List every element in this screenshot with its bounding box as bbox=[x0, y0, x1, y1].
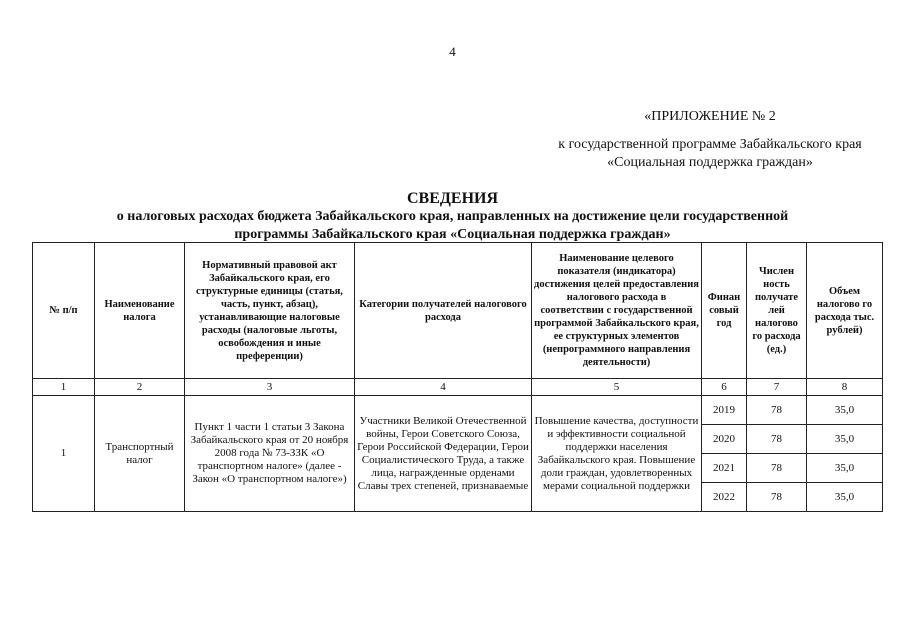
header-expenditure-volume: Объем налогово го расхода тыс. рублей) bbox=[807, 243, 883, 379]
column-number: 8 bbox=[807, 379, 883, 396]
row-expenditure-volume: 35,0 bbox=[807, 425, 883, 454]
header-tax-name: Наименование налога bbox=[95, 243, 185, 379]
tax-expenditure-table bbox=[32, 242, 883, 512]
header-recipient-count: Числен ность получате лей налогово го расхода (ед.) bbox=[747, 243, 807, 379]
header-legal-act: Нормативный правовой акт Забайкальского края, его структурные единицы (статья, часть, пункт, абзац), устанавливающие налоговые расходы (налоговые льготы, освобождения и иные преференции) bbox=[185, 243, 355, 379]
column-number: 3 bbox=[185, 379, 355, 396]
appendix-line-1: к государственной программе Забайкальского края bbox=[558, 137, 862, 152]
row-expenditure-volume: 35,0 bbox=[807, 396, 883, 425]
column-number: 5 bbox=[532, 379, 702, 396]
column-number: 7 bbox=[747, 379, 807, 396]
column-number: 2 bbox=[95, 379, 185, 396]
header-recipient-category: Категории получателей налогового расхода bbox=[355, 243, 532, 379]
document-subtitle-1: о налоговых расходах бюджета Забайкальского края, направленных на достижение цели государственной bbox=[116, 209, 789, 224]
row-tax-name: Транспортный налог bbox=[95, 396, 185, 512]
header-number: № п/п bbox=[33, 243, 95, 379]
row-recipient-count: 78 bbox=[747, 396, 807, 425]
appendix-block bbox=[500, 108, 905, 172]
row-year: 2020 bbox=[702, 425, 747, 454]
row-recipient-count: 78 bbox=[747, 454, 807, 483]
row-year: 2019 bbox=[702, 396, 747, 425]
table-row bbox=[33, 396, 883, 425]
column-number: 4 bbox=[355, 379, 532, 396]
column-number: 1 bbox=[33, 379, 95, 396]
document-heading bbox=[0, 190, 905, 244]
row-legal-act: Пункт 1 части 1 статьи 3 Закона Забайкальского края от 20 ноября 2008 года № 73-ЗЗК «О транспортном налоге» (далее - Закон «О транспортном налоге») bbox=[185, 396, 355, 512]
document-subtitle-2: программы Забайкальского края «Социальная поддержка граждан» bbox=[234, 227, 671, 242]
appendix-title: «ПРИЛОЖЕНИЕ № 2 bbox=[644, 109, 776, 124]
row-expenditure-volume: 35,0 bbox=[807, 454, 883, 483]
row-recipient-count: 78 bbox=[747, 425, 807, 454]
table-header-row bbox=[33, 243, 883, 379]
row-expenditure-volume: 35,0 bbox=[807, 483, 883, 512]
document-title: СВЕДЕНИЯ bbox=[406, 190, 499, 207]
row-year: 2022 bbox=[702, 483, 747, 512]
column-number-row bbox=[33, 379, 883, 396]
row-target-indicator: Повышение качества, доступности и эффективности социальной поддержки населения Забайкальского края. Повышение доли граждан, удовлетворенных мерами социальной поддержки bbox=[532, 396, 702, 512]
header-financial-year: Финан совый год bbox=[702, 243, 747, 379]
column-number: 6 bbox=[702, 379, 747, 396]
row-year: 2021 bbox=[702, 454, 747, 483]
appendix-line-2: «Социальная поддержка граждан» bbox=[607, 155, 813, 170]
row-recipient-count: 78 bbox=[747, 483, 807, 512]
row-recipient-category: Участники Великой Отечественной войны, Герои Советского Союза, Герои Российской Федерации, Герои Социалистического Труда, а также лица, награжденные орденами Славы трех степеней, признаваемые bbox=[355, 396, 532, 512]
page-number: 4 bbox=[449, 44, 456, 59]
row-number: 1 bbox=[33, 396, 95, 512]
header-target-indicator: Наименование целевого показателя (индикатора) достижения целей предоставления налогового расхода в соответствии с государственной программой Забайкальского края, ее структурных элементов (непрограммного направления деятельности) bbox=[532, 243, 702, 379]
